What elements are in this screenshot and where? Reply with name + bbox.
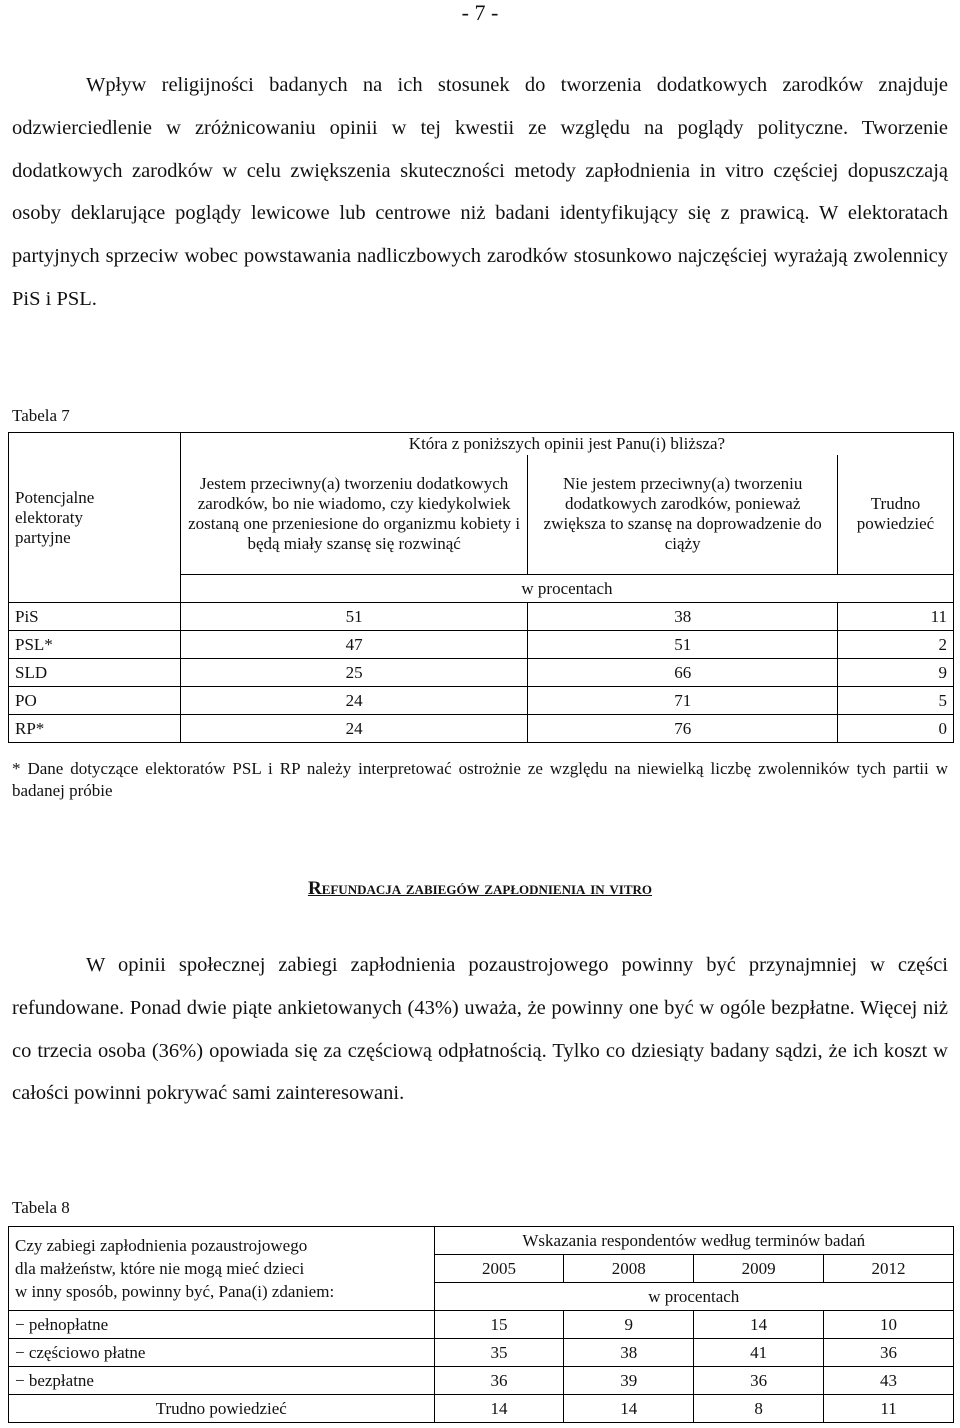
answer-label: − pełnopłatne: [9, 1311, 435, 1339]
row-header-cell: [9, 433, 181, 603]
value-cell: 71: [528, 687, 838, 715]
answer-label: Trudno powiedzieć: [9, 1395, 435, 1423]
answer-label: − bezpłatne: [9, 1367, 435, 1395]
table-7: [8, 432, 954, 743]
year-header: 2012: [824, 1255, 954, 1283]
table-row: [9, 631, 954, 659]
value-cell: 14: [564, 1395, 694, 1423]
question-cell: [9, 1227, 435, 1311]
question-header: Która z poniższych opinii jest Panu(i) bliższa?: [180, 433, 953, 455]
table7-caption: Tabela 7: [12, 406, 70, 425]
value-cell: 15: [434, 1311, 564, 1339]
question-line: Czy zabiegi zapłodnienia pozaustrojowego: [15, 1236, 308, 1255]
section-heading: Refundacja zabiegów zapłodnienia in vitro: [307, 878, 653, 899]
col-hard-to-say-label: Trudno powiedzieć: [856, 494, 935, 534]
value-cell: 9: [564, 1311, 694, 1339]
answer-label: − częściowo płatne: [9, 1339, 435, 1367]
value-cell: 11: [824, 1395, 954, 1423]
table-row: [9, 715, 954, 743]
group-header: Wskazania respondentów według terminów badań: [434, 1227, 953, 1255]
party-label: PO: [9, 687, 181, 715]
unit-row: w procentach: [180, 575, 953, 603]
question-line: w inny sposób, powinny być, Pana(i) zdaniem:: [15, 1282, 335, 1301]
value-cell: 36: [434, 1367, 564, 1395]
table-row: [9, 1311, 954, 1339]
table-row: [9, 1395, 954, 1423]
value-cell: 10: [824, 1311, 954, 1339]
value-cell: 35: [434, 1339, 564, 1367]
row-header: Potencjalne elektoraty partyjne: [15, 487, 95, 547]
value-cell: 39: [564, 1367, 694, 1395]
paragraph-text: W opinii społecznej zabiegi zapłodnienia pozaustrojowego powinny być przynajmniej w części refundowane. Ponad dwie piąte ankietowanych (43%) uważa, że powinny one być w ogóle bezpłatne. Więcej niż co trzecia osoba (36%) opowiada się za częściową odpłatnością. Tylko co dziesiąty badany sądzi, że ich koszt w całości powinni pokrywać sami zainteresowani.: [12, 954, 948, 1105]
value-cell: 14: [434, 1395, 564, 1423]
value-cell: 36: [694, 1367, 824, 1395]
paragraph-refund: [12, 944, 948, 1115]
paragraph-text: Wpływ religijności badanych na ich stosunek do tworzenia dodatkowych zarodków znajduje odzwierciedlenie w zróżnicowaniu opinii w tej kwestii ze względu na poglądy polityczne. Tworzenie dodatkowych zarodków w celu zwiększenia skuteczności metody zapłodnienia in vitro częściej dopuszczają osoby deklarujące poglądy lewicowe lub centrowe niż badani identyfikujący się z prawicą. W elektoratach partyjnych sprzeciw wobec powstawania nadliczbowych zarodków stosunkowo najczęściej wyrażają zwolennicy PiS i PSL.: [12, 74, 948, 310]
unit-row: w procentach: [434, 1283, 953, 1311]
party-label: RP*: [9, 715, 181, 743]
value-cell: 51: [180, 603, 528, 631]
value-cell: 11: [838, 603, 954, 631]
table-row: [9, 1367, 954, 1395]
value-cell: 36: [824, 1339, 954, 1367]
table-row: [9, 1339, 954, 1367]
party-label: PiS: [9, 603, 181, 631]
table7-footnote: * Dane dotyczące elektoratów PSL i RP należy interpretować ostrożnie ze względu na niewielką liczbę zwolenników tych partii w badanej próbie: [12, 759, 948, 800]
value-cell: 66: [528, 659, 838, 687]
value-cell: 41: [694, 1339, 824, 1367]
value-cell: 43: [824, 1367, 954, 1395]
value-cell: 38: [564, 1339, 694, 1367]
value-cell: 8: [694, 1395, 824, 1423]
question-line: dla małżeństw, które nie mogą mieć dzieci: [15, 1259, 305, 1278]
value-cell: 76: [528, 715, 838, 743]
value-cell: 0: [838, 715, 954, 743]
value-cell: 47: [180, 631, 528, 659]
year-header: 2009: [694, 1255, 824, 1283]
value-cell: 2: [838, 631, 954, 659]
table8-caption: Tabela 8: [12, 1198, 70, 1217]
table-row: [9, 659, 954, 687]
value-cell: 51: [528, 631, 838, 659]
year-header: 2005: [434, 1255, 564, 1283]
table-row: [9, 603, 954, 631]
value-cell: 9: [838, 659, 954, 687]
party-label: PSL*: [9, 631, 181, 659]
value-cell: 24: [180, 687, 528, 715]
col-opposed-header: Jestem przeciwny(a) tworzeniu dodatkowych zarodków, bo nie wiadomo, czy kiedykolwiek zostaną one przeniesione do organizmu kobiety i będą miały szansę się rozwinąć: [180, 455, 528, 575]
table-8: [8, 1226, 954, 1423]
value-cell: 14: [694, 1311, 824, 1339]
paragraph-religiosity: [12, 64, 948, 321]
col-not-opposed-header: Nie jestem przeciwny(a) tworzeniu dodatkowych zarodków, ponieważ zwiększa to szansę na doprowadzenie do ciąży: [528, 455, 838, 575]
table-row: [9, 687, 954, 715]
value-cell: 38: [528, 603, 838, 631]
party-label: SLD: [9, 659, 181, 687]
page-number: - 7 -: [461, 0, 499, 25]
value-cell: 5: [838, 687, 954, 715]
year-header: 2008: [564, 1255, 694, 1283]
value-cell: 25: [180, 659, 528, 687]
col-hard-to-say-header: [838, 455, 954, 575]
value-cell: 24: [180, 715, 528, 743]
